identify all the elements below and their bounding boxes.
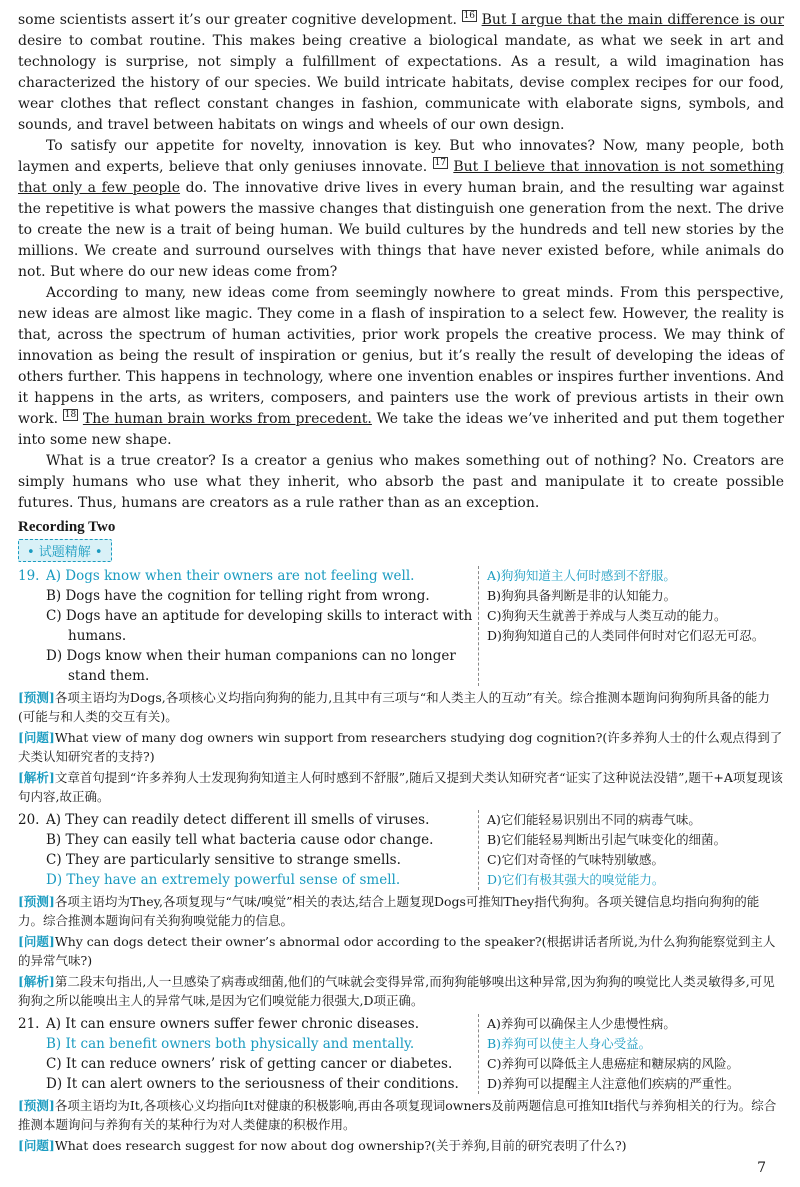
option-a (18, 1014, 478, 1034)
question-19-options (18, 566, 478, 686)
underlined-sentence: But I believe that innovation is not something that only a few people (18, 159, 784, 196)
note-text: Why can dogs detect their owner’s abnormal odor according to the speaker?(根据讲话者所说,为什么狗狗能察觉到主人的异常气味?) (18, 934, 776, 968)
option-c: C) Dogs have an aptitude for developing skills to interact with humans. (46, 608, 473, 644)
note-text: 各项主语均为It,各项核心义均指向It对健康的积极影响,再由各项复现词owners及前两题信息可推知It指代与养狗相关的行为。综合推测本题询问与养狗有关的某种行为对人类健康的积极作用。 (18, 1098, 777, 1132)
question-marker-17: 17 (434, 158, 447, 169)
option-d: D) They have an extremely powerful sense of smell. (46, 872, 401, 888)
label: [预测] (18, 894, 55, 909)
passage-paragraph-1 (18, 10, 784, 136)
translation-d: D)狗狗知道自己的人类同伴何时对它们忍无可忍。 (487, 628, 765, 643)
label: [问题] (18, 730, 55, 745)
translation-a: A)它们能轻易识别出不同的病毒气味。 (487, 812, 701, 827)
translation-a: A)养狗可以确保主人少患慢性病。 (487, 1016, 676, 1031)
option-a (18, 810, 478, 830)
passage-paragraph-4: What is a true creator? Is a creator a genius who makes something out of nothing? No. Creators are simply humans who use what they inherit, who absorb the past and manipulate it to create possible futures. Thus, humans are creators as a rule rather than as an exception. (18, 453, 784, 511)
text: do. The innovative drive lives in every human brain, and the resulting war against the repetitive is what powers the massive changes that distinguish one generation from the next. The drive to create the new is a trait of being human. We build cultures by the hundreds and tell new stories by the millions. We create and surround ourselves with things that have never existed before, while animals do not. But where do our new ideas come from? (18, 180, 785, 280)
question-21-options (18, 1014, 478, 1094)
prediction-note (18, 1096, 784, 1134)
page-number: 7 (757, 1160, 766, 1176)
question-note (18, 932, 784, 970)
note-text: What does research suggest for now about dog ownership?(关于养狗,目前的研究表明了什么?) (54, 1138, 627, 1153)
question-21 (18, 1014, 784, 1094)
option-d: D) Dogs know when their human companions can no longer stand them. (46, 648, 456, 684)
analysis-tag: • 试题精解 • (18, 539, 112, 562)
question-note (18, 1136, 784, 1155)
question-marker-18: 18 (64, 410, 77, 421)
translation-c: C)它们对奇怪的气味特别敏感。 (487, 852, 664, 867)
question-20-options (18, 810, 478, 890)
option-text: A) It can ensure owners suffer fewer chronic diseases. (46, 1016, 420, 1032)
text: We take the ideas we’ve inherited and put them together into some new shape. (18, 411, 784, 448)
option-b: B) They can easily tell what bacteria cause odor change. (46, 832, 434, 848)
text: To satisfy our appetite for novelty, innovation is key. But who innovates? Now, many people, both laymen and experts, believe that only geniuses innovate. (18, 138, 784, 175)
question-marker-16: 16 (463, 11, 476, 22)
question-20 (18, 810, 784, 890)
option-b: B) It can benefit owners both physically and mentally. (46, 1036, 415, 1052)
translation-d: D)它们有极其强大的嗅觉能力。 (487, 872, 665, 887)
option-d: D) It can alert owners to the seriousness of their conditions. (46, 1076, 459, 1092)
question-19 (18, 566, 784, 686)
note-text: 各项主语均为Dogs,各项核心义均指向狗狗的能力,且其中有三项与“和人类主人的互动”有关。综合推测本题询问狗狗所具备的能力(可能与和人类的交互有关)。 (18, 690, 771, 724)
note-text: 文章首句提到“许多养狗人士发现狗狗知道主人何时感到不舒服”,随后又提到犬类认知研究者“证实了这种说法没错”,题干+A项复现该句内容,故正确。 (18, 770, 783, 804)
option-c: C) It can reduce owners’ risk of getting cancer or diabetes. (46, 1056, 453, 1072)
translation-b: B)养狗可以使主人身心受益。 (487, 1036, 652, 1051)
note-text: 第二段末句指出,人一旦感染了病毒或细菌,他们的气味就会变得异常,而狗狗能够嗅出这种异常,因为狗狗的嗅觉比人类灵敏得多,可见狗狗之所以能嗅出主人的异常气味,是因为它们嗅觉能力很强大,D项正确。 (18, 974, 775, 1008)
option-b: B) Dogs have the cognition for telling right from wrong. (46, 588, 430, 604)
passage-paragraph-2 (18, 136, 784, 283)
translation-b: B)狗狗具备判断是非的认知能力。 (487, 588, 677, 603)
label: [问题] (18, 934, 55, 949)
translation-a: A)狗狗知道主人何时感到不舒服。 (487, 568, 676, 583)
label: [解析] (18, 770, 55, 785)
analysis-note (18, 972, 784, 1010)
translation-c: C)狗狗天生就善于养成与人类互动的能力。 (487, 608, 727, 623)
label: [解析] (18, 974, 55, 989)
text: desire to combat routine. This makes being creative a biological mandate, as what we seek in art and technology is surprise, not simply a fulfillment of expectations. As a result, a wild imagination has characterized the history of our species. We build intricate habitats, devise complex recipes for our food, wear clothes that reflect constant changes in fashion, communicate with elaborate signs, symbols, and sounds, and travel between habitats on wings and wheels of our own design. (18, 33, 784, 133)
prediction-note (18, 688, 784, 726)
underlined-sentence: But I argue that the main difference is our (481, 12, 785, 28)
note-text: 各项主语均为They,各项复现与“气味/嗅觉”相关的表达,结合上题复现Dogs可推知They指代狗狗。各项关键信息均指向狗狗的能力。综合推测本题询问有关狗狗嗅觉能力的信息。 (18, 894, 760, 928)
underlined-sentence: The human brain works from precedent. (82, 411, 372, 427)
document-page (18, 10, 784, 1155)
option-a (18, 566, 478, 586)
text: According to many, new ideas come from seemingly nowhere to great minds. From this perspective, new ideas are almost like magic. They come in a flash of inspiration to a select few. However, the reality is that, across the spectrum of human activities, prior work propels the creative process. We may think of innovation as being the result of inspiration or genius, but it’s really the result of developing the ideas of others further. This happens in technology, where one invention enables or inspires further inventions. And it happens in the arts, as writers, composers, and painters use the work of previous artists in their own work. (18, 285, 784, 427)
question-number: 21. (18, 1016, 40, 1032)
question-21-translations (478, 1014, 784, 1094)
question-20-translations (478, 810, 784, 890)
question-note (18, 728, 784, 766)
option-c: C) They are particularly sensitive to strange smells. (46, 852, 401, 868)
question-number: 20. (18, 812, 40, 828)
translation-c: C)养狗可以降低主人患癌症和糖尿病的风险。 (487, 1056, 739, 1071)
prediction-note (18, 892, 784, 930)
translation-b: B)它们能轻易判断出引起气味变化的细菌。 (487, 832, 727, 847)
question-19-translations (478, 566, 784, 686)
option-text: A) They can readily detect different ill smells of viruses. (46, 812, 430, 828)
label: [预测] (18, 1098, 55, 1113)
translation-d: D)养狗可以提醒主人注意他们疾病的严重性。 (487, 1076, 740, 1091)
option-text: A) Dogs know when their owners are not feeling well. (46, 568, 415, 584)
text: some scientists assert it’s our greater cognitive development. (18, 12, 458, 28)
question-number: 19. (18, 568, 40, 584)
section-title: Recording Two (18, 519, 116, 535)
label: [问题] (18, 1138, 55, 1153)
note-text: What view of many dog owners win support from researchers studying dog cognition?(许多养狗人士的什么观点得到了犬类认知研究者的支持?) (18, 730, 783, 764)
label: [预测] (18, 690, 55, 705)
analysis-note (18, 768, 784, 806)
passage-paragraph-3 (18, 283, 784, 451)
